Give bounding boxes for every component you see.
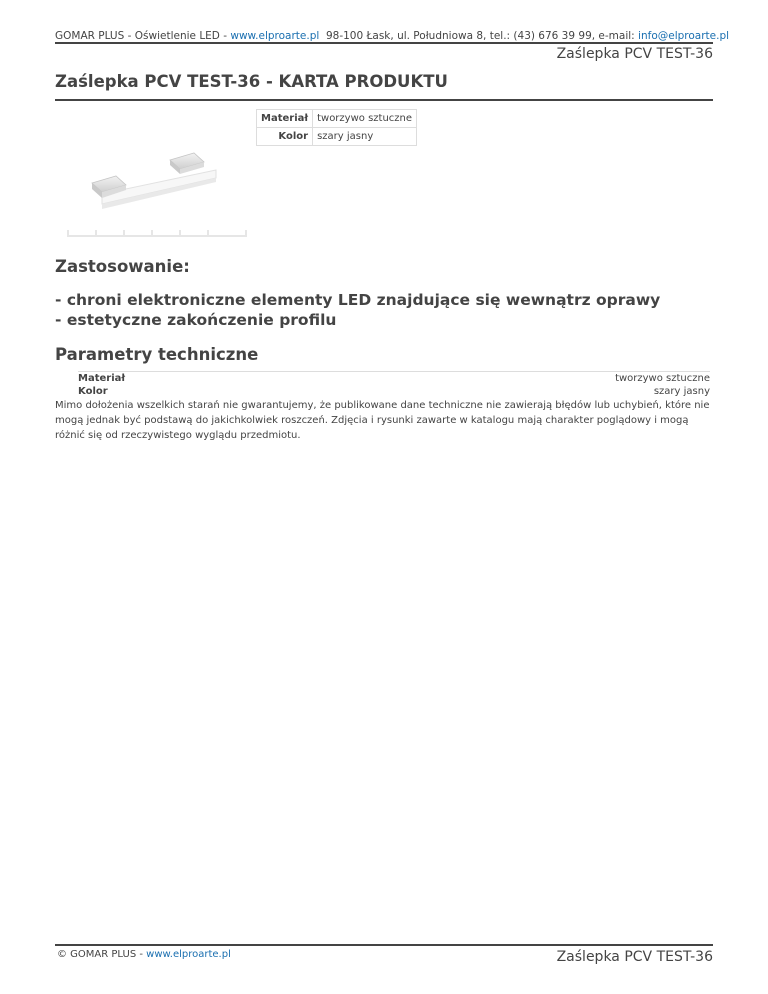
- header-email-link[interactable]: info@elproarte.pl: [638, 30, 730, 42]
- page-title: Zaślepka PCV TEST-36 - KARTA PRODUKTU: [55, 72, 448, 91]
- attributes-table: [256, 109, 417, 146]
- header-product-name: Zaślepka PCV TEST-36: [556, 46, 713, 62]
- attribute-key: Materiał: [257, 110, 313, 128]
- usage-list: [55, 290, 660, 330]
- header-website-link[interactable]: www.elproarte.pl: [230, 30, 320, 42]
- table-row: [257, 110, 417, 128]
- attribute-key: Kolor: [257, 128, 313, 146]
- param-value: tworzywo sztuczne: [615, 373, 710, 384]
- attribute-value: szary jasny: [313, 128, 417, 146]
- footer-website-link[interactable]: www.elproarte.pl: [146, 949, 231, 960]
- attribute-value: tworzywo sztuczne: [313, 110, 417, 128]
- footer-product-name: Zaślepka PCV TEST-36: [556, 949, 713, 965]
- header-contact-line: [55, 30, 730, 42]
- list-item: - estetyczne zakończenie profilu: [55, 311, 337, 329]
- footer-copyright-text: © GOMAR PLUS -: [57, 949, 147, 960]
- title-divider: [55, 99, 713, 101]
- product-image: [66, 150, 251, 240]
- table-row: [78, 385, 710, 398]
- header-divider: [55, 42, 713, 44]
- table-row: [257, 128, 417, 146]
- usage-heading: Zastosowanie:: [55, 257, 190, 276]
- technical-table: [78, 371, 710, 398]
- param-key: Materiał: [78, 373, 126, 384]
- footer-divider: [55, 944, 713, 946]
- footer-copyright: [57, 949, 231, 960]
- table-row: [78, 372, 710, 385]
- disclaimer-text: Mimo dołożenia wszelkich starań nie gwarantujemy, że publikowane dane techniczne nie zawierają błędów lub uchybień, które nie mogą jednak być podstawą do jakichkolwiek roszczeń. Zdjęcia i rysunki zawarte w katalogu mają charakter poglądowy i mogą różnić się od rzeczywistego wyglądu przedmiotu.: [55, 400, 710, 441]
- header-address: 98-100 Łask, ul. Południowa 8, tel.: (43) 676 39 99, e-mail:: [319, 30, 639, 42]
- param-value: szary jasny: [653, 386, 710, 397]
- list-item: - chroni elektroniczne elementy LED znajdujące się wewnątrz oprawy: [55, 291, 661, 309]
- technical-heading: Parametry techniczne: [55, 345, 259, 364]
- param-key: Kolor: [78, 386, 108, 397]
- header-company: GOMAR PLUS - Oświetlenie LED -: [55, 30, 231, 42]
